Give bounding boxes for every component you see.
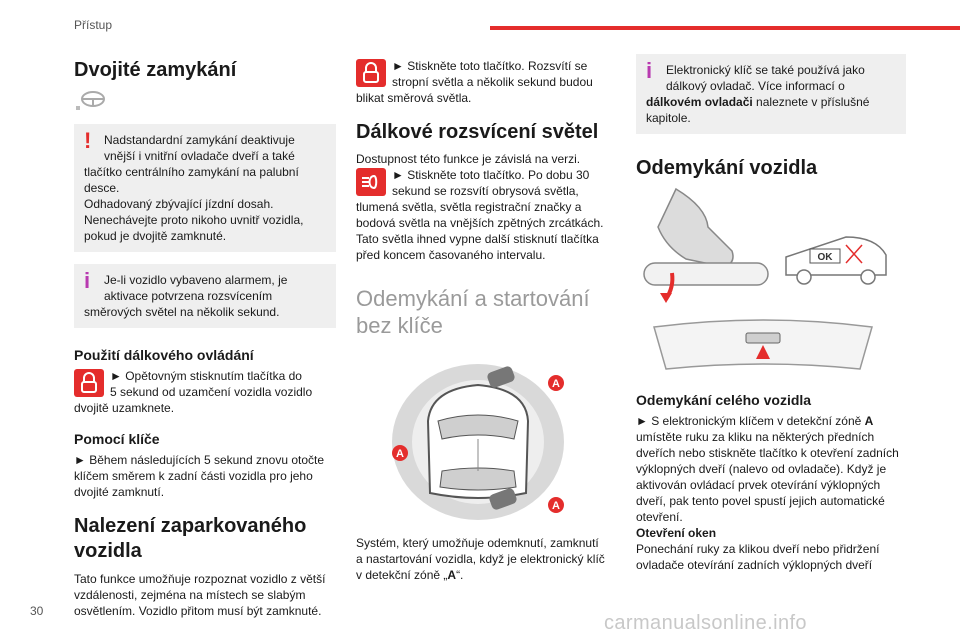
warning-text-range: Odhadovaný zbývající jízdní dosah. — [84, 197, 274, 211]
heading-key: Pomocí klíče — [74, 431, 160, 447]
windows-heading-text: Otevření oken — [636, 526, 717, 540]
info-box-remote — [636, 54, 906, 134]
heading-locate: Nalezení zaparkovaného vozidla — [74, 515, 307, 562]
locate-text: Tato funkce umožňuje rozpoznat vozidlo z větší vzdálenosti, zejména na místech se slabým osvětlením. Vozidlo přitom musí být zamknuté. — [74, 572, 326, 618]
press-text-rest: blikat směrová světla. — [356, 91, 472, 105]
header-accent-bar — [490, 26, 960, 30]
press-paragraph — [356, 58, 606, 106]
keyless-zone-letter: A — [447, 568, 457, 582]
keyless-text-b: “. — [456, 568, 464, 582]
unlock-zone-letter: A — [864, 414, 874, 428]
lights-line-2: sekund se rozsvítí obrysová světla, — [392, 184, 579, 198]
info-line-1: Je-li vozidlo vybaveno alarmem, je — [104, 273, 288, 287]
remote-paragraph — [74, 368, 336, 416]
column-right — [636, 40, 906, 573]
unlock-text-a: ► S elektronickým klíčem v detekční zóně — [636, 414, 865, 428]
heading-lights: Dálkové rozsvícení světel — [356, 121, 599, 143]
heading-unlock: Odemykání vozidla — [636, 157, 818, 179]
zone-label-rear: A — [552, 500, 560, 512]
info-icon: i — [84, 268, 91, 293]
keyless-text — [356, 535, 606, 583]
key-text: ► Během následujících 5 sekund znovu otočte klíčem směrem k zadní části vozidla pro jeho dvojité zamknutí. — [74, 453, 325, 499]
warning-line-2: vnější i vnitřní ovladače dveří a také — [104, 149, 295, 163]
info-line-1: Elektronický klíč se také používá jako — [666, 63, 865, 77]
headlight-button-icon — [356, 168, 386, 196]
zone-label-front: A — [552, 378, 560, 390]
lights-line-1: ► Stiskněte toto tlačítko. Po dobu 30 — [392, 168, 590, 182]
column-left — [74, 40, 336, 619]
press-line-1: ► Stiskněte toto tlačítko. Rozsvítí se — [392, 59, 588, 73]
info-line-2: aktivace potvrzena rozsvícením — [104, 289, 273, 303]
heading-double-lock: Dvojité zamykání — [74, 59, 237, 81]
door-handle-illustration — [636, 187, 892, 377]
unlock-text-b: umístěte ruku za kliku na některých předních dveřích nebo stiskněte tlačítko k otevření zadních výklopných dveří (nalevo od ovladače). Když je aktivován ovládací prvek otevírání výklopných dveří, pak tento povel spustí jejich automatické otevření. — [636, 430, 899, 524]
windows-heading — [636, 525, 906, 541]
lights-paragraph — [356, 167, 606, 263]
lock-button-icon — [74, 369, 104, 397]
heading-remote: Použití dálkového ovládání — [74, 347, 254, 363]
heading-keyless: Odemykání a startování bez klíče — [356, 286, 590, 338]
lights-availability: Dostupnost této funkce je závislá na verzi. — [356, 152, 581, 166]
section-label: Přístup — [74, 18, 113, 32]
heading-unlock-whole: Odemykání celého vozidla — [636, 392, 812, 408]
info-icon: i — [646, 58, 653, 83]
zone-label-left: A — [396, 448, 404, 460]
info-rest: naleznete v příslušné kapitole. — [646, 95, 870, 125]
watermark: carmanualsonline.info — [604, 612, 807, 634]
warning-text-rest: tlačítko centrálního zamykání na palubní desce. — [84, 165, 299, 195]
remote-line-1: ► Opětovným stisknutím tlačítka do — [110, 369, 302, 383]
keyless-zone-illustration — [386, 361, 586, 523]
info-text-rest: směrových světel na několik sekund. — [84, 305, 280, 319]
column-middle — [356, 40, 606, 583]
warning-line-1: Nadstandardní zamykání deaktivuje — [104, 133, 295, 147]
steering-wheel-icon — [74, 90, 108, 112]
remote-line-2: 5 sekund od uzamčení vozidla vozidlo — [110, 385, 313, 399]
lights-text-rest: tlumená světla, světla registrační značky a bodová světla na vnějších zpětných zrcátkách. Tato světla ihned vypne další stisknutí tlačítka před koncem časovaného intervalu. — [356, 200, 604, 262]
warning-text-advice: Nenechávejte proto nikoho uvnitř vozidla, pokud je dvojitě zamknuté. — [84, 213, 304, 243]
press-line-2: stropní světla a několik sekund budou — [392, 75, 593, 89]
info-line-2: dálkový ovladač. Více informací o — [666, 79, 845, 93]
page-number: 30 — [30, 604, 44, 618]
lock-button-icon — [356, 59, 386, 87]
unlock-text — [636, 413, 906, 525]
info-text-rest — [646, 94, 896, 126]
info-box-alarm — [74, 264, 336, 328]
windows-text: Ponechání ruky za klikou dveří nebo přidržení ovladače otevírání zadních výklopných dveří — [636, 542, 880, 572]
keyless-text-a: Systém, který umožňuje odemknutí, zamknutí a nastartování vozidla, když je elektronický klíč v detekční zóně „ — [356, 536, 605, 582]
info-bold-term: dálkovém ovladači — [646, 95, 753, 109]
ok-label: OK — [817, 252, 833, 263]
warning-box — [74, 124, 336, 252]
warning-icon: ! — [84, 128, 92, 153]
remote-text-rest: dvojitě uzamknete. — [74, 401, 175, 415]
